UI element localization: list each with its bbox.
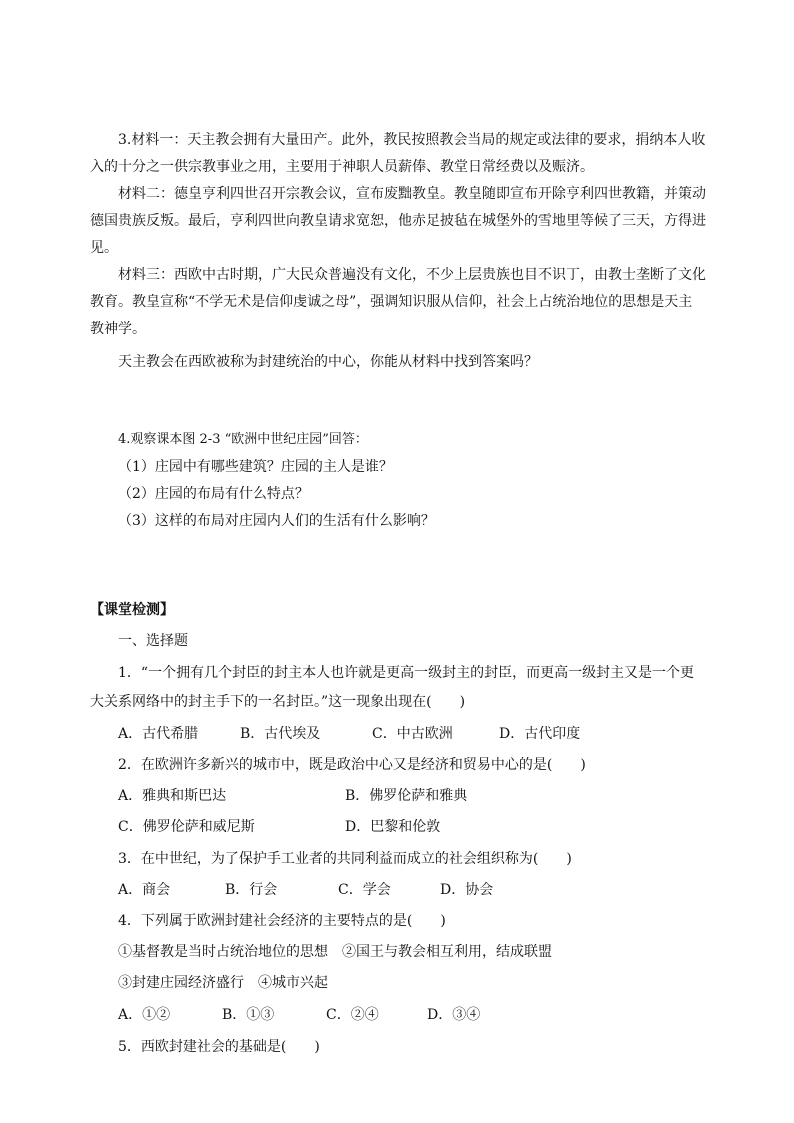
question-3-option-b: B．行会 (225, 882, 278, 898)
question-3-line-1: 3．在中世纪，为了保护手工业者的共同利益而成立的社会组织称为( ) (118, 851, 572, 867)
question-4-statement-1: ①基督教是当时占统治地位的思想 (118, 944, 328, 960)
q3-material-2-line-3: 见。 (90, 240, 118, 256)
q4-sub-question-3: （3）这样的布局对庄园内人们的生活有什么影响？ (118, 513, 435, 529)
question-1-line-1: 1．“一个拥有几个封臣的封主本人也许就是更高一级封主的封臣，而更高一级封主又是一个更 (118, 665, 695, 681)
q4-title: 4.观察课本图 2-3 “欧洲中世纪庄园”回答： (118, 432, 368, 447)
question-4-statement-2: ②国王与教会相互利用，结成联盟 (342, 944, 552, 960)
q3-material-2-line-2: 德国贵族反叛。最后，亨利四世向教皇请求宽恕，他赤足披毡在城堡外的雪地里等候了三天，方得进 (90, 213, 706, 229)
question-4-option-b: B．①③ (222, 1007, 275, 1023)
q3-question: 天主教会在西欧被称为封建统治的中心，你能从材料中找到答案吗？ (118, 354, 538, 370)
question-3-option-d: D．协会 (440, 882, 494, 898)
question-4-statement-4: ④城市兴起 (258, 975, 328, 991)
question-4-option-d: D．③④ (427, 1007, 481, 1023)
q4-sub-question-2: （2）庄园的布局有什么特点？ (118, 486, 309, 502)
question-4-line-1: 4．下列属于欧洲封建社会经济的主要特点的是( ) (118, 913, 446, 929)
question-2-option-d: D．巴黎和伦敦 (345, 819, 441, 835)
subsection-heading: 一、选择题 (118, 633, 188, 649)
question-3-option-a: A．商会 (118, 882, 171, 898)
question-4-statement-3: ③封建庄园经济盛行 (118, 975, 244, 991)
question-1-option-b: B．古代埃及 (240, 726, 321, 742)
question-4-option-a: A．①② (118, 1007, 171, 1023)
question-1-option-d: D．古代印度 (499, 726, 581, 742)
question-1-option-c: C．中古欧洲 (372, 726, 453, 742)
question-1-line-2: 大关系网络中的封主手下的一名封臣。”这一现象出现在( ) (90, 694, 466, 710)
question-2-option-c: C．佛罗伦萨和威尼斯 (118, 819, 255, 835)
q3-material-2-line-1: 材料二：德皇亨利四世召开宗教会议，宣布废黜教皇。教皇随即宣布开除亨利四世教籍，并策动 (118, 186, 706, 202)
section-heading: 【课堂检测】 (90, 602, 174, 618)
q3-material-3-line-2: 教育。教皇宣称“不学无术是信仰虔诚之母”，强调知识服从信仰，社会上占统治地位的思想是天主 (90, 294, 693, 310)
q3-material-1-line-2: 入的十分之一供宗教事业之用，主要用于神职人员薪俸、教堂日常经费以及赈济。 (90, 159, 594, 175)
question-3-option-c: C．学会 (338, 882, 391, 898)
question-2-option-a: A．雅典和斯巴达 (118, 788, 227, 804)
q3-material-3-line-3: 教神学。 (90, 321, 146, 337)
question-5-line-1: 5．西欧封建社会的基础是( ) (118, 1039, 320, 1055)
question-4-option-c: C．②④ (326, 1007, 379, 1023)
q3-material-3-line-1: 材料三：西欧中古时期，广大民众普遍没有文化，不少上层贵族也目不识丁，由教士垄断了文化 (118, 267, 706, 283)
question-2-line-1: 2．在欧洲许多新兴的城市中，既是政治中心又是经济和贸易中心的是( ) (118, 757, 586, 773)
question-1-option-a: A．古代希腊 (118, 726, 199, 742)
q4-sub-question-1: （1）庄园中有哪些建筑？庄园的主人是谁？ (118, 459, 393, 475)
q3-material-1-line-1: 3.材料一：天主教会拥有大量田产。此外，教民按照教会当局的规定或法律的要求，捐纳本人收 (118, 132, 706, 148)
question-2-option-b: B．佛罗伦萨和雅典 (345, 788, 468, 804)
